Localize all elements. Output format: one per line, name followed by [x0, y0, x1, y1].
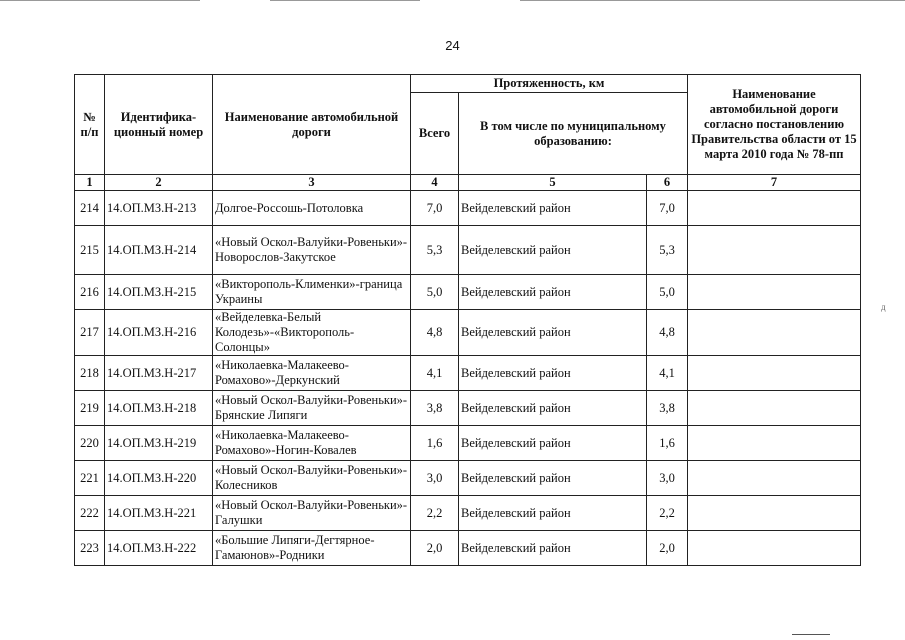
road-id: 14.ОП.МЗ.Н-215 — [105, 275, 213, 310]
table-row — [75, 531, 861, 566]
decree-name — [688, 461, 861, 496]
length-district: 2,2 — [647, 496, 688, 531]
district-name: Вейделевский район — [459, 310, 647, 356]
header-id: Идентифика- ционный номер — [105, 75, 213, 175]
length-total: 2,2 — [411, 496, 459, 531]
length-total: 5,0 — [411, 275, 459, 310]
table-row — [75, 496, 861, 531]
length-total: 3,8 — [411, 391, 459, 426]
length-district: 7,0 — [647, 191, 688, 226]
header-length-group: Протяженность, км — [411, 75, 688, 93]
decree-name — [688, 391, 861, 426]
district-name: Вейделевский район — [459, 496, 647, 531]
table-row — [75, 356, 861, 391]
table-row — [75, 310, 861, 356]
margin-mark: д — [881, 302, 886, 312]
district-name: Вейделевский район — [459, 531, 647, 566]
header-name: Наименование автомобильной дороги — [213, 75, 411, 175]
road-name: «Викторополь-Клименки»-граница Украины — [213, 275, 411, 310]
length-district: 5,3 — [647, 226, 688, 275]
decree-name — [688, 356, 861, 391]
road-name: «Николаевка-Малакеево-Ромахово»-Ногин-Ковалев — [213, 426, 411, 461]
district-name: Вейделевский район — [459, 191, 647, 226]
table-row — [75, 426, 861, 461]
column-numbers-row — [75, 175, 861, 191]
decree-name — [688, 531, 861, 566]
road-id: 14.ОП.МЗ.Н-216 — [105, 310, 213, 356]
road-name: «Вейделевка-Белый Колодезь»-«Викторополь-Солонцы» — [213, 310, 411, 356]
row-number: 214 — [75, 191, 105, 226]
length-district: 4,1 — [647, 356, 688, 391]
table-row — [75, 226, 861, 275]
road-name: «Новый Оскол-Валуйки-Ровеньки»-Галушки — [213, 496, 411, 531]
road-name: «Николаевка-Малакеево-Ромахово»-Деркунский — [213, 356, 411, 391]
footer-rule — [792, 634, 830, 635]
header-num: № п/п — [75, 75, 105, 175]
row-number: 217 — [75, 310, 105, 356]
column-number: 1 — [75, 175, 105, 191]
road-id: 14.ОП.МЗ.Н-222 — [105, 531, 213, 566]
length-district: 3,0 — [647, 461, 688, 496]
page-number: 24 — [445, 38, 460, 53]
road-id: 14.ОП.МЗ.Н-221 — [105, 496, 213, 531]
row-number: 222 — [75, 496, 105, 531]
top-rule — [0, 0, 905, 2]
column-number: 6 — [647, 175, 688, 191]
decree-name — [688, 226, 861, 275]
road-name: «Новый Оскол-Валуйки-Ровеньки»-Колесников — [213, 461, 411, 496]
table-row — [75, 191, 861, 226]
road-name: «Новый Оскол-Валуйки-Ровеньки»-Новорослов-Закутское — [213, 226, 411, 275]
length-total: 1,6 — [411, 426, 459, 461]
length-total: 4,8 — [411, 310, 459, 356]
header-including: В том числе по муниципальному образованию: — [459, 93, 688, 175]
road-id: 14.ОП.МЗ.Н-217 — [105, 356, 213, 391]
roads-table — [74, 74, 861, 566]
row-number: 219 — [75, 391, 105, 426]
district-name: Вейделевский район — [459, 461, 647, 496]
row-number: 220 — [75, 426, 105, 461]
decree-name — [688, 191, 861, 226]
column-number: 4 — [411, 175, 459, 191]
road-id: 14.ОП.МЗ.Н-214 — [105, 226, 213, 275]
row-number: 215 — [75, 226, 105, 275]
road-id: 14.ОП.МЗ.Н-218 — [105, 391, 213, 426]
table-row — [75, 461, 861, 496]
road-name: «Новый Оскол-Валуйки-Ровеньки»-Брянские Липяги — [213, 391, 411, 426]
table-row — [75, 275, 861, 310]
row-number: 221 — [75, 461, 105, 496]
length-district: 1,6 — [647, 426, 688, 461]
road-name: Долгое-Россошь-Потоловка — [213, 191, 411, 226]
decree-name — [688, 426, 861, 461]
length-total: 2,0 — [411, 531, 459, 566]
decree-name — [688, 275, 861, 310]
length-total: 3,0 — [411, 461, 459, 496]
road-id: 14.ОП.МЗ.Н-219 — [105, 426, 213, 461]
column-number: 7 — [688, 175, 861, 191]
district-name: Вейделевский район — [459, 426, 647, 461]
length-district: 3,8 — [647, 391, 688, 426]
header-total: Всего — [411, 93, 459, 175]
row-number: 216 — [75, 275, 105, 310]
district-name: Вейделевский район — [459, 391, 647, 426]
length-total: 4,1 — [411, 356, 459, 391]
length-total: 7,0 — [411, 191, 459, 226]
road-id: 14.ОП.МЗ.Н-213 — [105, 191, 213, 226]
length-district: 4,8 — [647, 310, 688, 356]
column-number: 5 — [459, 175, 647, 191]
district-name: Вейделевский район — [459, 356, 647, 391]
table-row — [75, 391, 861, 426]
column-number: 3 — [213, 175, 411, 191]
road-id: 14.ОП.МЗ.Н-220 — [105, 461, 213, 496]
length-district: 5,0 — [647, 275, 688, 310]
length-district: 2,0 — [647, 531, 688, 566]
row-number: 218 — [75, 356, 105, 391]
row-number: 223 — [75, 531, 105, 566]
road-name: «Большие Липяги-Дегтярное-Гамаюнов»-Родники — [213, 531, 411, 566]
decree-name — [688, 496, 861, 531]
length-total: 5,3 — [411, 226, 459, 275]
decree-name — [688, 310, 861, 356]
district-name: Вейделевский район — [459, 226, 647, 275]
column-number: 2 — [105, 175, 213, 191]
district-name: Вейделевский район — [459, 275, 647, 310]
header-decree: Наименование автомобильной дороги согласно постановлению Правительства области от 15 марта 2010 года № 78-пп — [688, 75, 861, 175]
